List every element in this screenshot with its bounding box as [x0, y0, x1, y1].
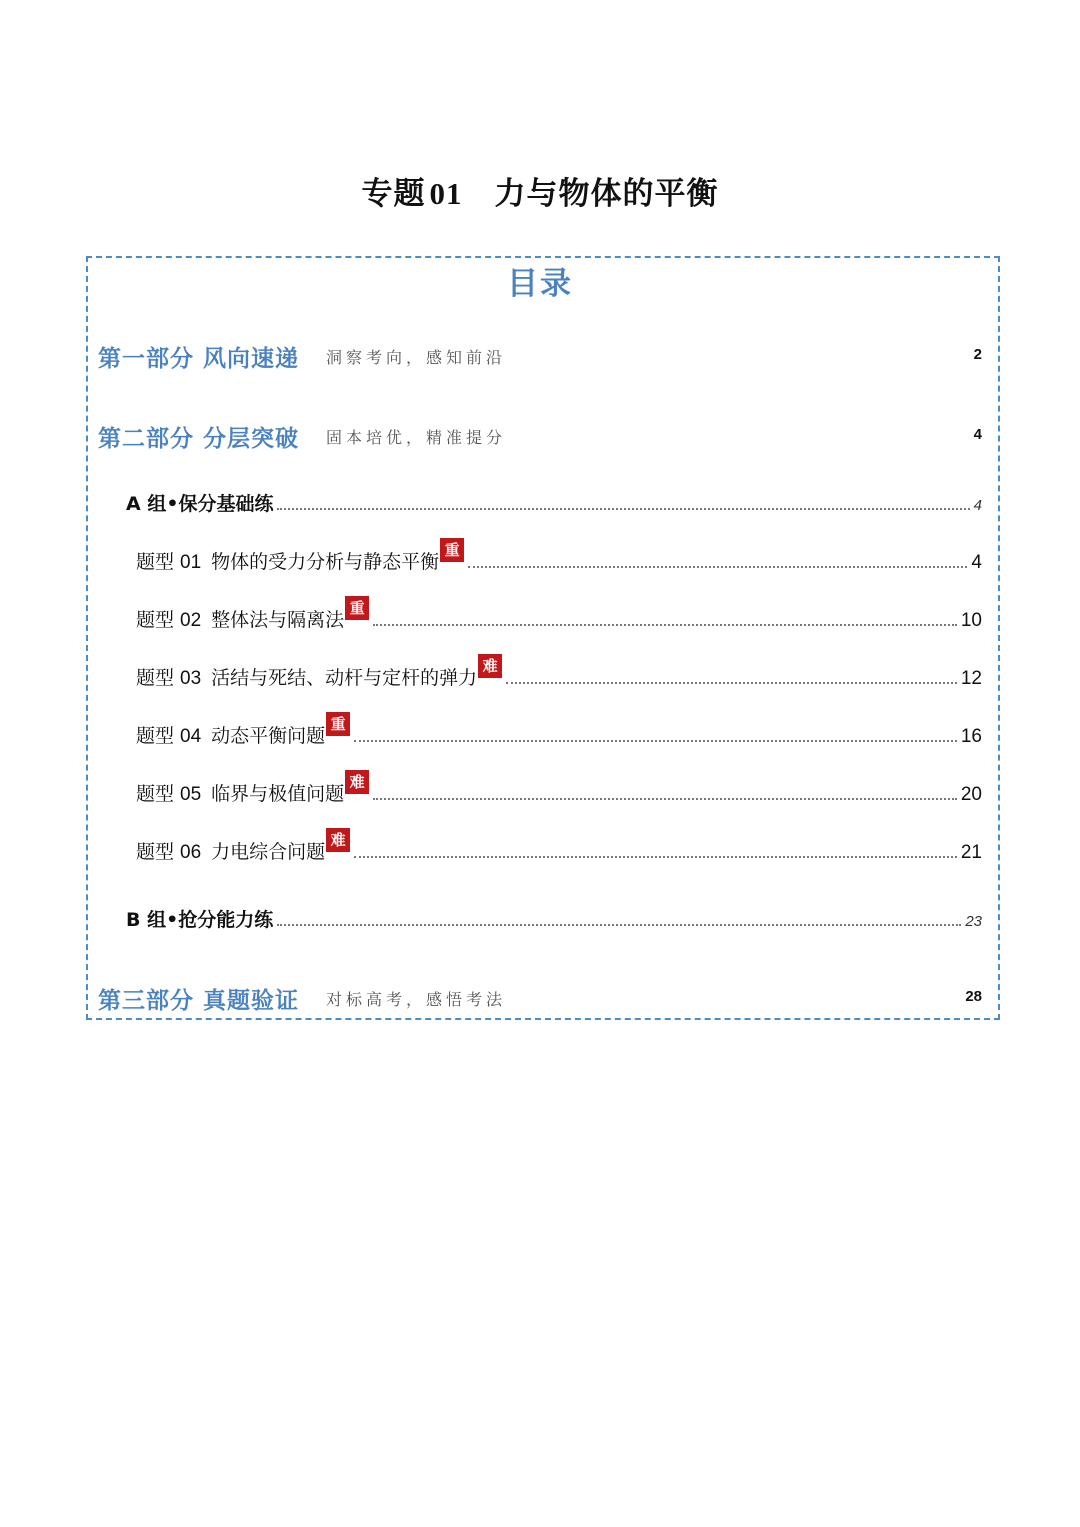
- item-page-number: 12: [960, 668, 982, 689]
- item-label: 题型 04 动态平衡问题: [136, 725, 326, 747]
- difficulty-badge: 难: [326, 828, 350, 852]
- group-label: B 组•抢分能力练: [126, 909, 274, 931]
- item-page-number: 20: [960, 784, 982, 805]
- toc-part-3[interactable]: [98, 982, 982, 1022]
- item-page-number: 21: [960, 842, 982, 863]
- part-subtitle: 洞察考向，感知前沿: [326, 348, 507, 367]
- difficulty-badge: 重: [440, 538, 464, 562]
- dot-leader: [468, 566, 967, 568]
- toc-item-01[interactable]: [136, 541, 982, 574]
- part-page-number: 28: [965, 988, 982, 1005]
- part-title: 第二部分 分层突破: [98, 426, 300, 452]
- difficulty-badge: 重: [326, 712, 350, 736]
- item-label: 题型 05 临界与极值问题: [136, 783, 345, 805]
- item-label: 题型 01 物体的受力分析与静态平衡: [136, 551, 440, 573]
- title-number: 01: [429, 176, 463, 211]
- document-title: [0, 168, 1080, 213]
- title-name: 力与物体的平衡: [494, 176, 719, 212]
- group-page-number: 4: [973, 497, 982, 514]
- dot-leader: [354, 740, 957, 742]
- part-title: 第三部分 真题验证: [98, 988, 300, 1014]
- difficulty-badge: 难: [345, 770, 369, 794]
- toc-group-a[interactable]: [126, 486, 982, 516]
- difficulty-badge: 难: [478, 654, 502, 678]
- title-prefix: 专题: [361, 176, 426, 212]
- part-subtitle: 固本培优，精准提分: [326, 428, 507, 447]
- dot-leader: [506, 682, 957, 684]
- toc-item-04[interactable]: [136, 715, 982, 748]
- group-label: A 组•保分基础练: [126, 493, 274, 515]
- part-subtitle: 对标高考，感悟考法: [326, 990, 507, 1009]
- item-page-number: 4: [971, 552, 982, 573]
- dot-leader: [277, 924, 961, 926]
- difficulty-badge: 重: [345, 596, 369, 620]
- dot-leader: [277, 508, 969, 510]
- toc-part-1[interactable]: [98, 340, 982, 380]
- toc-heading: 目录: [507, 266, 573, 302]
- group-page-number: 23: [965, 913, 982, 930]
- dot-leader: [354, 856, 957, 858]
- item-label: 题型 06 力电综合问题: [136, 841, 326, 863]
- toc-item-02[interactable]: [136, 599, 982, 632]
- part-page-number: 4: [973, 426, 982, 443]
- toc-item-05[interactable]: [136, 773, 982, 806]
- dot-leader: [373, 798, 957, 800]
- item-label: 题型 02 整体法与隔离法: [136, 609, 345, 631]
- toc-item-03[interactable]: [136, 657, 982, 690]
- part-page-number: 2: [973, 346, 982, 363]
- toc-item-06[interactable]: [136, 831, 982, 864]
- dot-leader: [373, 624, 957, 626]
- part-title: 第一部分 风向速递: [98, 346, 300, 372]
- toc-group-b[interactable]: [126, 902, 982, 932]
- item-label: 题型 03 活结与死结、动杆与定杆的弹力: [136, 667, 478, 689]
- item-page-number: 10: [960, 610, 982, 631]
- toc-part-2[interactable]: [98, 420, 982, 460]
- item-page-number: 16: [960, 726, 982, 747]
